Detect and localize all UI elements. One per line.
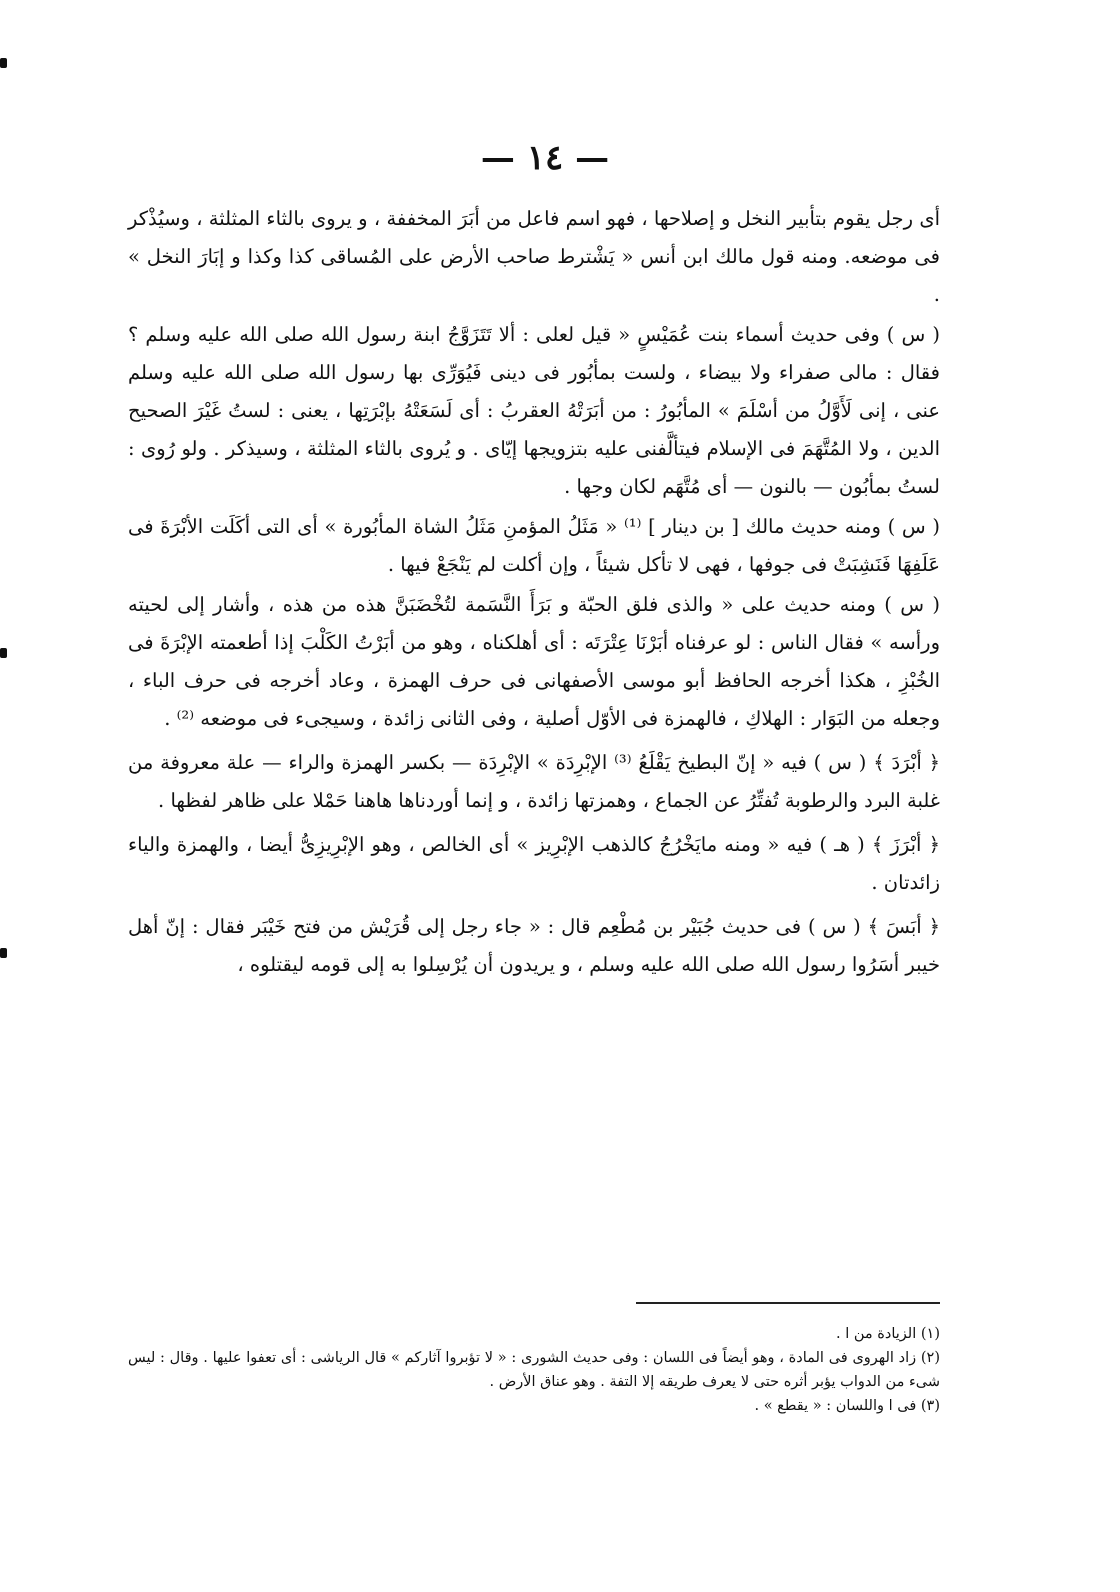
footnote: (٢) زاد الهروى فى المادة ، وهو أيضاً فى اللسان : وفى حديث الشورى : « لا تؤبروا آثاركم » قال الرياشى : أى تعفوا عليها . وقال : ليس شىء من الدواب يؤبر أثره حتى لا يعرف طريقه إلا التفة . وهو عناق الأرض . [128,1350,940,1390]
footnote-separator [636,1302,940,1304]
paragraph: ( س ) ومنه حديث على « والذى فلق الحبّة و بَرَأَ النَّسَمة لتُخْضَبَنَّ هذه من هذه ، وأشار إلى لحيته ورأسه » فقال الناس : لو عرفناه أبَرْنَا عِتْرَتَه : أى أهلكناه ، وهو من أبَرْتُ الكَلْبَ إذا أطعمته الإبْرَةَ فى الخُبْزِ ، هكذا أخرجه الحافظ أبو موسى الأصفهانى فى حرف الهمزة ، وعاد أخرجه فى حرف الباء ، وجعله من البَوَار : الهلاكِ ، فالهمزة فى الأوّل أصلية ، وفى الثانى زائدة ، وسيجىء فى موضعه ⁽²⁾ . [128,593,940,730]
footnotes [128,1322,940,1418]
margin-mark [0,648,7,658]
margin-mark [0,58,7,68]
footnote: (٣) فى ا واللسان : « يقطع » . [754,1398,940,1414]
entry-abasa: ﴿ أبَسَ ﴾ ( س ) فى حديث جُبَيْر بن مُطْعِم قال : « جاء رجل إلى قُرَيْش من فتح خَيْبَر فقال : إنّ أهل خيبر أسَرُوا رسول الله صلى الله عليه وسلم ، و يريدون أن يُرْسِلوا به إلى قومه ليقتلوه ، [128,915,940,976]
paragraph: أى رجل يقوم بتأبير النخل و إصلاحها ، فهو اسم فاعل من أبَرَ المخففة ، و يروى بالثاء المثلثة ، وسيُذْكر فى موضعه. ومنه قول مالك ابن أنس « يَشْترط صاحب الأرض على المُساقى كذا وكذا و إبَارَ النخل » . [128,207,940,306]
paragraph: ( س ) ومنه حديث مالك [ بن دينار ] ⁽¹⁾ « مَثَلُ المؤمنِ مَثَلُ الشاة المأبُورة » أى التى أكَلَت الأبْرَةَ فى عَلَفِهَا فَنَشِبَتْ فى جوفها ، فهى لا تأكل شيئاً ، وإن أكلت لم يَنْجَعْ فيها . [128,515,940,576]
entry-abraza: ﴿ أبْرَزَ ﴾ ( هـ ) فيه « ومنه مايَخْرُجُ كالذهب الإبْرِيز » أى الخالص ، وهو الإبْرِيزِىُّ أيضا ، والهمزة والياء زائدتان . [128,833,940,894]
margin-mark [0,948,7,958]
page-number: — ١٤ — [480,138,610,178]
main-text [128,200,940,986]
paragraph: ( س ) وفى حديث أسماء بنت عُمَيْسٍ « قيل لعلى : ألا تَتَزَوَّجُ ابنة رسول الله صلى الله عليه وسلم ؟ فقال : مالى صفراء ولا بيضاء ، ولست بمأبُور فى دينى فَيُوَرِّى بها رسول الله صلى الله عليه وسلم عنى ، إنى لَأَوَّلُ من أسْلَمَ » المأبُورُ : من أبَرَتْهُ العقربُ : أى لَسَعَتْهُ بإبْرَتِها ، يعنى : لستُ غَيْرَ الصحيح الدين ، ولا المُتَّهَمَ فى الإسلام فيتألَّفنى عليه بتزويجها إيّاى . و يُروى بالثاء المثلثة ، وسيذكر . ولو رُوى : لستُ بمأبُون — بالنون — أى مُتَّهَم لكان وجها . [128,323,940,498]
footnote: (١) الزيادة من ا . [836,1326,940,1342]
entry-abrada: ﴿ أبْرَدَ ﴾ ( س ) فيه « إنّ البطيخ يَقْلَعُ ⁽³⁾ الإبْرِدَة » الإبْرِدَة — بكسر الهمزة والراء — علة معروفة من غلبة البرد والرطوبة تُفتِّرُ عن الجماع ، وهمزتها زائدة ، و إنما أوردناها هاهنا حَمْلا على ظاهر لفظها . [128,751,940,812]
